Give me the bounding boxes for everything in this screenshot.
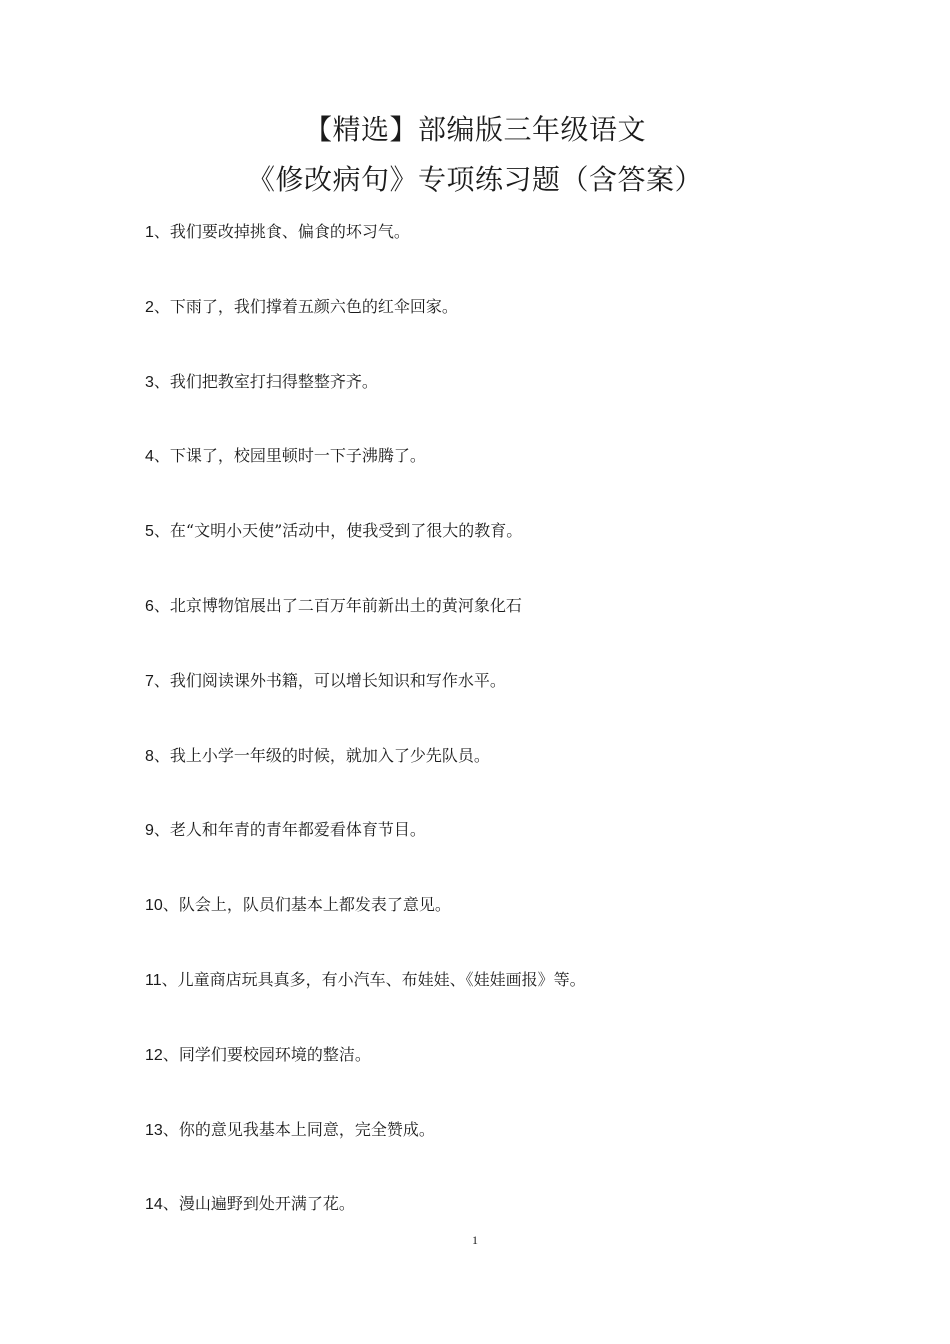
question-number: 8、 (145, 747, 170, 765)
question-number: 10、 (145, 897, 179, 915)
question-item (145, 744, 865, 819)
question-item (145, 1192, 865, 1267)
question-item (145, 444, 865, 519)
question-number: 1、 (145, 224, 170, 241)
question-number: 4、 (145, 448, 170, 466)
question-text: 你的意见我基本上同意，完全赞成。 (178, 1119, 435, 1139)
question-number: 11、 (145, 971, 178, 989)
question-text: 我们要改掉挑食、偏食的坏习气。 (169, 222, 410, 241)
question-text: 下雨了，我们撑着五颜六色的红伞回家。 (169, 296, 458, 316)
question-number: 12、 (145, 1046, 179, 1064)
question-item (145, 669, 865, 744)
document-title-line-2: 《修改病句》专项练习题（含答案） (246, 163, 703, 196)
page-number: 1 (472, 1233, 478, 1247)
question-text: 北京博物馆展出了二百万年前新出土的黄河象化石 (169, 595, 522, 615)
question-text: 我们把教室打扫得整整齐齐。 (169, 371, 378, 391)
question-text: 漫山遍野到处开满了花。 (178, 1194, 355, 1214)
question-number: 7、 (145, 672, 170, 690)
question-item (145, 295, 865, 370)
question-number: 6、 (145, 597, 170, 615)
question-number: 5、 (145, 523, 170, 541)
question-number: 14、 (145, 1196, 179, 1214)
question-text: 我们阅读课外书籍，可以增长知识和写作水平。 (169, 670, 506, 690)
question-item (145, 1043, 865, 1118)
question-item (145, 1118, 865, 1193)
question-text: 儿童商店玩具真多，有小汽车、布娃娃、《娃娃画报》等。 (177, 969, 586, 989)
question-text: 队会上，队员们基本上都发表了意见。 (178, 895, 451, 915)
question-number: 2、 (145, 298, 170, 316)
question-item (145, 594, 865, 669)
question-number: 9、 (145, 822, 170, 840)
question-text: 在“文明小天使”活动中，使我受到了很大的教育。 (169, 521, 523, 541)
question-text: 同学们要校园环境的整洁。 (178, 1044, 371, 1064)
question-text: 下课了，校园里顿时一下子沸腾了。 (169, 446, 426, 466)
question-item (145, 519, 865, 594)
question-item (145, 370, 865, 445)
question-item (145, 220, 865, 295)
question-item (145, 818, 865, 893)
question-number: 13、 (145, 1121, 179, 1139)
question-item (145, 893, 865, 968)
question-item (145, 968, 865, 1043)
question-list (145, 220, 865, 1267)
question-number: 3、 (145, 373, 170, 391)
document-title-line-1: 【精选】部编版三年级语文 (303, 113, 646, 146)
question-text: 老人和年青的青年都爱看体育节目。 (169, 820, 426, 840)
question-text: 我上小学一年级的时候，就加入了少先队员。 (169, 745, 490, 765)
